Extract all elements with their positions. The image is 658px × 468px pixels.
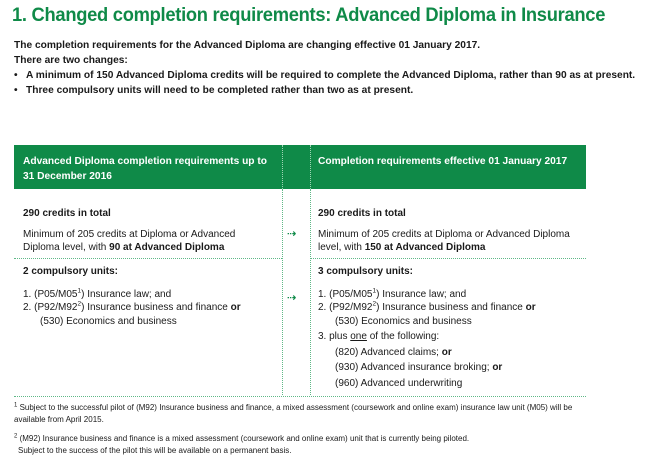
unit-text: 1. (P05/M05: [318, 288, 373, 300]
footnote-1: [14, 402, 594, 425]
new-credits-detail-bold: 150 at Advanced Diploma: [364, 242, 486, 253]
unit-text: ) Insurance law; and: [376, 288, 467, 300]
new-credits-detail: [318, 228, 580, 255]
header-divider: [310, 145, 311, 189]
option-item: (960) Advanced underwriting: [335, 377, 463, 389]
unit-text: ) Insurance law; and: [81, 288, 172, 300]
option-item: [318, 361, 583, 375]
footnote-ref: 2: [372, 300, 377, 308]
bullet-text: Three compulsory units will need to be completed rather than two as at present.: [26, 85, 414, 96]
old-credits-detail-text: Minimum of 205 credits at Diploma or Advanced Diploma level, with: [23, 228, 236, 253]
old-credits-detail: [23, 228, 273, 255]
footnote-ref: 1: [77, 287, 82, 295]
unit-text: ) Insurance business and finance: [81, 302, 231, 313]
old-units-heading: 2 compulsory units:: [23, 266, 119, 277]
intro: [14, 38, 635, 98]
bullet-icon: •: [14, 70, 18, 81]
option-item: [318, 346, 583, 360]
bullet-item: [14, 83, 635, 98]
old-credits-total: 290 credits in total: [23, 208, 111, 219]
footnote-marker: 1: [14, 402, 18, 409]
emphasis-underline: one: [350, 331, 367, 342]
new-units-heading: 3 compulsory units:: [318, 266, 414, 277]
table-bottom-border: [14, 396, 586, 397]
list-item: [23, 288, 278, 302]
new-units: [318, 265, 583, 390]
list-item: [318, 330, 583, 344]
list-item: (530) Economics and business: [40, 315, 177, 327]
page-title: 1. Changed completion requirements: Advanced Diploma in Insurance: [12, 4, 606, 26]
unit-text: 1. (P05/M05: [23, 288, 78, 300]
footnote-text: Subject to the successful pilot of (M92) Insurance business and finance, a mixed assessment (coursework and online exam) insurance law unit (M05) will be available from April 2015.: [14, 403, 573, 424]
footnote-text: (M92) Insurance business and finance is a mixed assessment (coursework and online exam) unit that is currently being piloted.: [17, 434, 470, 443]
list-item: [318, 301, 583, 315]
arrow-right-icon: ⇢: [287, 291, 296, 304]
footnotes: [14, 402, 594, 456]
unit-text: 3. plus: [318, 331, 351, 342]
or-label: or: [492, 362, 503, 373]
intro-line-1: The completion requirements for the Advanced Diploma are changing effective 01 January 2017.: [14, 40, 481, 51]
row-divider: [310, 258, 586, 259]
header-old-requirements: Advanced Diploma completion requirements up to 31 December 2016: [23, 156, 267, 182]
or-label: or: [441, 346, 452, 358]
header-new-requirements: Completion requirements effective 01 January 2017: [318, 156, 568, 167]
list-item: [23, 301, 278, 315]
new-credits-total: 290 credits in total: [318, 208, 406, 219]
list-item: (530) Economics and business: [335, 315, 472, 327]
unit-text: of the following:: [366, 331, 440, 342]
intro-line-2: There are two changes:: [14, 55, 128, 66]
new-credits: [318, 207, 580, 255]
footnote-2-continued: Subject to the success of the pilot this will be available on a permanent basis.: [18, 445, 292, 455]
arrow-right-icon: ⇢: [287, 227, 296, 240]
footnote-ref: 1: [372, 287, 377, 295]
bullet-text: A minimum of 150 Advanced Diploma credits will be required to complete the Advanced Diploma, rather than 90 as at present.: [26, 70, 636, 81]
footnote-2: [14, 433, 594, 445]
option-text: (820) Advanced claims;: [335, 346, 442, 358]
or-label: or: [230, 302, 241, 313]
or-label: or: [525, 302, 536, 313]
option-text: (930) Advanced insurance broking;: [335, 362, 493, 373]
old-credits: [23, 207, 273, 255]
unit-text: 2. (P92/M92: [23, 302, 78, 313]
footnote-marker: 2: [14, 433, 18, 440]
old-credits-detail-bold: 90 at Advanced Diploma: [109, 242, 225, 253]
unit-text: 2. (P92/M92: [318, 302, 373, 313]
header-divider: [282, 145, 283, 189]
footnote-ref: 2: [77, 300, 82, 308]
column-divider: [282, 189, 283, 395]
list-item: [318, 288, 583, 302]
bullet-icon: •: [14, 85, 18, 96]
new-credits-detail-text: Minimum of 205 credits at Diploma or Advanced Diploma level, with: [318, 228, 570, 253]
table-header: [14, 145, 586, 189]
column-divider: [310, 189, 311, 395]
bullet-item: [14, 68, 635, 83]
unit-text: ) Insurance business and finance: [376, 302, 526, 313]
row-divider: [14, 258, 282, 259]
old-units: [23, 265, 278, 328]
